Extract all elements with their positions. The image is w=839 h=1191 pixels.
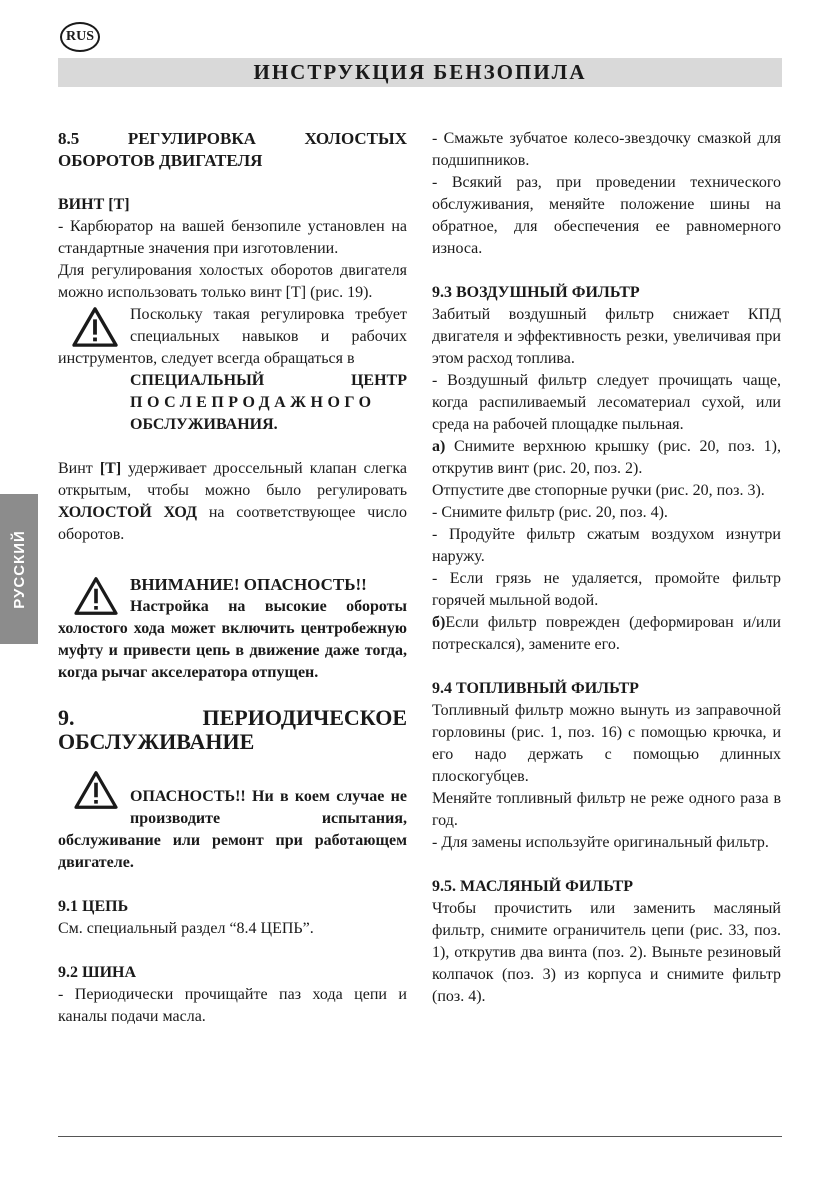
paragraph <box>432 436 781 480</box>
paragraph <box>432 612 781 656</box>
paragraph: - Периодически прочищайте паз хода цепи и каналы подачи масла. <box>58 986 407 1025</box>
text-span: удерживает дроссельный клапан слегка открытым, чтобы можно было регулировать <box>58 460 408 499</box>
paragraph: Чтобы прочистить или заменить масляный фильтр, снимите ограничитель цепи (рис. 33, поз. 1), открутив два винта (поз. 2). Выньте резиновый колпачок (поз. 3) из корпуса и снимите фильтр (поз. 4). <box>432 900 781 1005</box>
text-span: Если фильтр поврежден (деформирован и/или потрескался), замените его. <box>432 614 781 653</box>
paragraph: См. специальный раздел “8.4 ЦЕПЬ”. <box>58 920 314 937</box>
paragraph: - Карбюратор на вашей бензопиле установлен на стандартные значения при изготовлении. <box>58 218 407 257</box>
warning-triangle-icon <box>72 576 120 616</box>
left-column <box>58 128 407 1028</box>
section-9-title-line1: 9. ПЕРИОДИЧЕСКОЕ <box>58 705 407 730</box>
footer-divider <box>58 1136 782 1137</box>
paragraph: Для регулирования холостых оборотов двигателя можно использовать только винт [T] (рис. 19). <box>58 262 407 301</box>
text-span: [T] <box>99 460 122 477</box>
paragraph: - Смажьте зубчатое колесо-звездочку смазкой для подшипников. <box>432 130 781 169</box>
paragraph: - Если грязь не удаляется, промойте фильтр горячей мыльной водой. <box>432 570 781 609</box>
idle-screw-paragraph <box>58 458 407 546</box>
language-badge <box>60 22 100 52</box>
header-bar <box>58 58 782 87</box>
section-9-4-title: 9.4 ТОПЛИВНЫЙ ФИЛЬТР <box>432 680 639 697</box>
text-span: а) <box>432 438 446 455</box>
section-9-1-title: 9.1 ЦЕПЬ <box>58 898 129 915</box>
paragraph: - Всякий раз, при проведении технического обслуживания, меняйте положение шины на обратное, для обеспечения ее равномерного износа. <box>432 174 781 257</box>
warning-2-title: ВНИМАНИЕ! ОПАСНОСТЬ!! <box>130 575 367 594</box>
warning-1-bold-3: ОБСЛУЖИВАНИЯ. <box>130 416 278 433</box>
section-8-5-title-line2: ОБОРОТОВ ДВИГАТЕЛЯ <box>58 151 263 170</box>
paragraph: - Воздушный фильтр следует прочищать чаще, когда распиливаемый лесоматериал сухой, или среда на рабочей площадке пыльная. <box>432 372 781 433</box>
paragraph: Топливный фильтр можно вынуть из заправочной горловины (рис. 1, поз. 16) с помощью крючка, и его надо держать с помощью длинных плоскогубцев. <box>432 702 781 785</box>
section-8-5-title-line1: 8.5 РЕГУЛИРОВКА ХОЛОСТЫХ <box>58 129 407 148</box>
screw-t-heading: ВИНТ [T] <box>58 196 130 213</box>
warning-1-bold-2: ПОСЛЕПРОДАЖНОГО <box>130 394 376 411</box>
section-9-5-title: 9.5. МАСЛЯНЫЙ ФИЛЬТР <box>432 878 634 895</box>
text-span: на соответствующее число оборотов. <box>58 504 407 543</box>
warning-3-text: ОПАСНОСТЬ!! Ни в коем случае не производите испытания, обслуживание или ремонт при работающем двигателе. <box>58 788 407 871</box>
language-badge-label: RUS <box>65 29 94 44</box>
warning-block-2 <box>58 574 407 684</box>
paragraph: - Продуйте фильтр сжатым воздухом изнутри наружу. <box>432 526 781 565</box>
paragraph: - Для замены используйте оригинальный фильтр. <box>432 834 769 851</box>
section-9-2-title: 9.2 ШИНА <box>58 964 137 981</box>
language-side-tab <box>0 494 38 644</box>
text-span: ХОЛОСТОЙ ХОД <box>58 504 198 521</box>
paragraph: - Снимите фильтр (рис. 20, поз. 4). <box>432 504 668 521</box>
warning-1-bold-1: СПЕЦИАЛЬНЫЙ ЦЕНТР <box>130 372 407 389</box>
warning-triangle-icon <box>70 306 120 348</box>
section-9-3-title: 9.3 ВОЗДУШНЫЙ ФИЛЬТР <box>432 284 640 301</box>
text-span: Винт <box>58 460 93 477</box>
paragraph: Отпустите две стопорные ручки (рис. 20, поз. 3). <box>432 482 765 499</box>
warning-1-text: Поскольку такая регулировка требует специальных навыков и рабочих инструментов, следует всегда обращаться в <box>58 306 407 367</box>
paragraph: Забитый воздушный фильтр снижает КПД двигателя и эффективность резки, увеличивая при этом расход топлива. <box>432 306 781 367</box>
paragraph: Меняйте топливный фильтр не реже одного раза в год. <box>432 790 781 829</box>
right-column <box>432 128 781 1008</box>
warning-block-1 <box>58 304 407 436</box>
text-span: Снимите верхнюю крышку (рис. 20, поз. 1), открутив винт (рис. 20, поз. 2). <box>432 438 782 477</box>
language-side-tab-label: РУССКИЙ <box>10 529 28 609</box>
warning-triangle-icon <box>72 770 120 810</box>
section-9-title-line2: ОБСЛУЖИВАНИЕ <box>58 729 255 754</box>
text-span: б) <box>432 614 446 631</box>
warning-2-text: Настройка на высокие обороты холостого хода может включить центробежную муфту и привести цепь в движение даже тогда, когда рычаг акселератора отпущен. <box>58 598 407 681</box>
warning-block-3 <box>58 768 407 874</box>
page-title: ИНСТРУКЦИЯ БЕНЗОПИЛА <box>253 60 587 84</box>
